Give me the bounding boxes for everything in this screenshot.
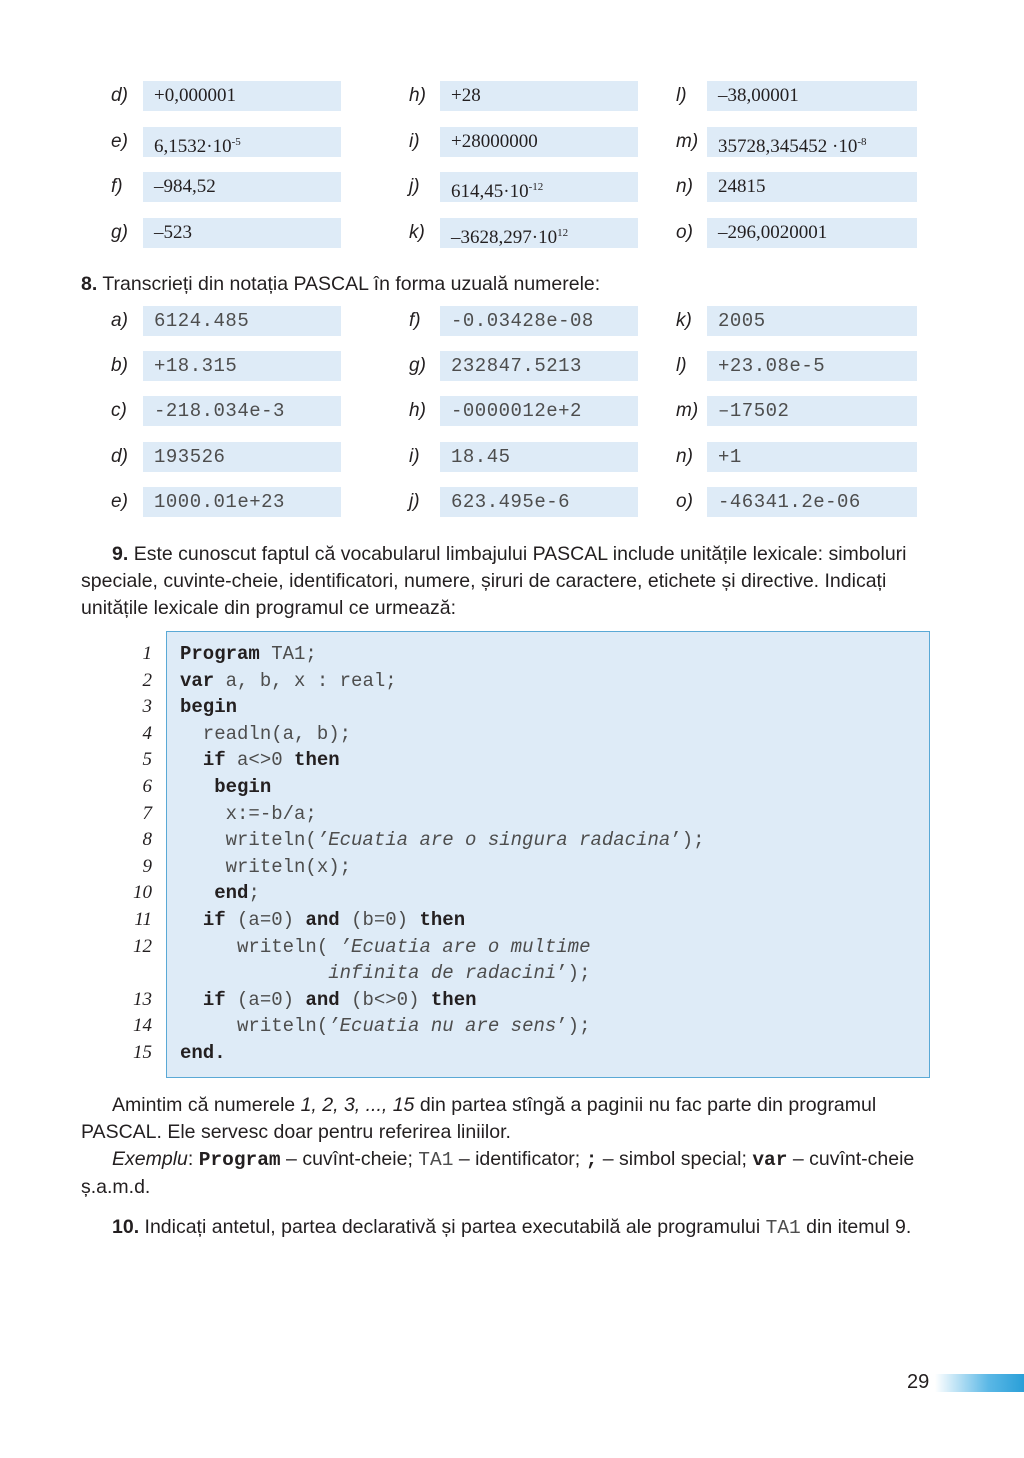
code-line-number: 7 (142, 802, 152, 824)
item-label: c) (111, 400, 127, 422)
code-line (180, 747, 705, 774)
item-value: +0,000001 (154, 85, 236, 106)
exercise-10-text (81, 1214, 931, 1242)
item-label: f) (409, 310, 421, 331)
code-text: readln(a, b); (180, 722, 352, 745)
item-value: +28 (451, 85, 481, 106)
code-keyword: var (180, 669, 215, 692)
code-text: (b=0) (339, 908, 420, 931)
code-line (180, 641, 705, 668)
code-text (180, 776, 214, 798)
code-line (180, 1013, 705, 1040)
code-line-number: 8 (142, 829, 152, 851)
code-string: infinita de radacini (328, 962, 557, 985)
code-keyword: end. (180, 1041, 226, 1064)
example-text: – identificator; (453, 1148, 586, 1170)
code-line-number: 14 (133, 1015, 152, 1037)
code-text (180, 962, 328, 984)
item-value: -0.03428e-08 (451, 310, 594, 332)
item-value-box (707, 442, 917, 472)
code-keyword: begin (214, 775, 272, 798)
code-keyword: if (202, 908, 226, 931)
code-text: writeln( (180, 935, 340, 958)
code-text (180, 882, 214, 904)
code-keyword: then (419, 908, 466, 931)
exercise-number: 8. (81, 273, 98, 295)
table-cell (0, 487, 1024, 519)
note-paragraph (81, 1092, 931, 1146)
code-line (180, 880, 705, 907)
code-line-number: 10 (133, 882, 152, 904)
item-label: j) (409, 490, 420, 512)
code-text: (a=0) (225, 908, 306, 931)
item-label: d) (111, 445, 128, 467)
code-line (180, 668, 705, 695)
code-line-number: 6 (142, 775, 152, 797)
item-value: –296,0020001 (718, 221, 828, 243)
item-exponent: -5 (231, 135, 241, 148)
code-line (180, 934, 705, 961)
code-text: x:=-b/a; (180, 802, 317, 825)
item-label: o) (676, 221, 693, 243)
code-line (180, 801, 705, 828)
code-keyword: then (294, 749, 340, 772)
page-number-bar (935, 1374, 1024, 1392)
item-exponent: 12 (557, 226, 569, 239)
code-keyword: and (305, 988, 340, 1011)
item-value: +28000000 (451, 130, 538, 152)
item-value: –38,00001 (718, 85, 799, 106)
code-line (180, 907, 705, 934)
exercise-text: Transcrieți din notația PASCAL în forma uzuală numerele: (102, 273, 601, 295)
code-line-number: 9 (142, 855, 152, 877)
code-keyword: if (202, 988, 226, 1011)
code-text: writeln(x); (180, 855, 352, 878)
code-line-number: 4 (142, 722, 152, 744)
exercise-text: Este cunoscut faptul că vocabularul limbajului PASCAL include unitățile lexicale: simboluri speciale, cuvinte-cheie, identificatori, numere, șiruri de caractere, etichete și directive. Indicați unitățile lexicale din programul ce urmează: (81, 543, 907, 619)
code-text: (a=0) (225, 988, 306, 1011)
item-label: i) (409, 445, 420, 467)
page-number: 29 (907, 1371, 930, 1393)
code-line-number: 2 (142, 669, 152, 691)
item-value: 6124.485 (154, 310, 250, 332)
item-value: –523 (154, 221, 192, 243)
item-label: l) (676, 85, 687, 106)
code-text (180, 749, 203, 771)
code-text: ’); (556, 1015, 591, 1038)
program-name: TA1 (765, 1217, 801, 1239)
code-keyword: then (430, 988, 477, 1011)
table-cell (0, 218, 1024, 250)
example-keyword: var (752, 1149, 788, 1171)
item-value-box (707, 81, 917, 111)
code-text: a<>0 (225, 749, 295, 772)
item-value: –984,52 (154, 176, 216, 197)
table-cell (0, 442, 1024, 474)
item-value-box (707, 172, 917, 202)
code-text: writeln( (180, 829, 317, 852)
item-value: -0000012e+2 (451, 400, 582, 423)
code-line-number (110, 960, 152, 987)
item-label: g) (409, 355, 426, 377)
table-cell (0, 81, 1024, 113)
item-exponent: -12 (528, 181, 544, 193)
table-cell (0, 396, 1024, 428)
code-keyword: end (214, 882, 249, 905)
item-value: 232847.5213 (451, 355, 582, 378)
code-text: (b<>0) (339, 988, 431, 1011)
note-text: din partea stîngă a paginii nu fac parte din programul PASCAL. Ele servesc doar pentru referirea liniilor. (81, 1094, 877, 1143)
item-label: j) (409, 176, 420, 197)
table-cell (0, 172, 1024, 204)
item-label: o) (676, 490, 693, 512)
item-value: 6,1532·10 (154, 135, 232, 157)
table-cell (0, 127, 1024, 159)
item-label: k) (409, 221, 425, 243)
item-value-box (707, 487, 917, 517)
item-value: +1 (718, 445, 742, 468)
code-string: ’Ecuatia nu are sens (328, 1015, 557, 1038)
code-line-number: 1 (142, 643, 152, 664)
code-line (180, 774, 705, 801)
code-text: TA1; (259, 643, 317, 665)
item-value: 1000.01e+23 (154, 490, 285, 513)
example-symbol: ; (585, 1149, 598, 1171)
code-keyword: and (305, 908, 340, 931)
example-text: – cuvînt-cheie; (280, 1148, 419, 1170)
item-label: e) (111, 490, 128, 512)
item-label: e) (111, 130, 128, 152)
exercise-8-prompt (81, 271, 931, 298)
code-string: ’Ecuatia are o multime (339, 935, 591, 958)
item-value: 2005 (718, 310, 766, 332)
code-text: ; (248, 882, 260, 905)
code-line-number: 13 (133, 988, 152, 1010)
item-value-box (707, 218, 917, 248)
code-line-number: 3 (142, 696, 152, 718)
item-value: –17502 (718, 400, 790, 423)
example-identifier: TA1 (418, 1149, 454, 1171)
item-value-box (707, 351, 917, 381)
example-paragraph (81, 1146, 931, 1201)
code-line (180, 987, 705, 1014)
exercise-text: din itemul 9. (800, 1216, 912, 1238)
item-value-box (707, 396, 917, 426)
item-value-box (707, 306, 917, 336)
code-line (180, 1040, 705, 1067)
code-line-number: 12 (133, 935, 152, 957)
code-line-number: 15 (133, 1041, 152, 1063)
example-keyword: Program (198, 1149, 281, 1171)
code-text: writeln( (180, 1015, 329, 1038)
code-line-number: 5 (142, 749, 152, 771)
code-text: ’); (670, 829, 705, 852)
exercise-number: 9. (112, 543, 129, 565)
item-value: +23.08e-5 (718, 355, 826, 378)
item-value: –3628,297·10 (451, 226, 558, 248)
item-value: 614,45·10 (451, 181, 529, 202)
item-label: f) (111, 176, 123, 197)
code-listing (180, 641, 705, 1067)
item-label: n) (676, 176, 693, 197)
table-cell (0, 351, 1024, 383)
code-line-number: 11 (134, 908, 152, 930)
item-label: b) (111, 355, 128, 377)
code-line (180, 827, 705, 854)
item-label: d) (111, 85, 128, 106)
item-value: -46341.2e-06 (718, 490, 861, 513)
item-label: i) (409, 130, 420, 152)
table-cell (0, 306, 1024, 338)
example-label: Exemplu (112, 1148, 188, 1170)
item-label: g) (111, 221, 128, 243)
item-value: 18.45 (451, 445, 511, 468)
code-line (180, 694, 705, 721)
code-string: ’Ecuatia are o singura radacina (316, 829, 671, 852)
note-italic: 1, 2, 3, ..., 15 (300, 1094, 415, 1116)
item-value: -218.034e-3 (154, 400, 285, 423)
item-value: 193526 (154, 445, 226, 468)
code-line (180, 960, 705, 987)
code-line (180, 854, 705, 881)
item-label: m) (676, 130, 699, 152)
note-text: Amintim că numerele (112, 1094, 301, 1116)
example-colon: : (187, 1148, 199, 1170)
item-label: l) (676, 355, 687, 377)
code-text (180, 909, 203, 931)
code-text: a, b, x : real; (214, 669, 397, 692)
item-value-box (707, 127, 917, 157)
item-exponent: -8 (857, 135, 867, 148)
exercise-number: 10. (112, 1216, 140, 1238)
item-value: 24815 (718, 176, 766, 197)
item-label: h) (409, 85, 426, 106)
item-label: n) (676, 445, 693, 467)
exercise-text: Indicați antetul, partea declarativă și partea executabilă ale programului (139, 1216, 766, 1238)
code-keyword: if (202, 749, 226, 772)
code-text (180, 989, 203, 1011)
item-value: 35728,345452 ·10 (718, 135, 858, 157)
item-label: m) (676, 400, 699, 422)
item-value: 623.495e-6 (451, 490, 571, 513)
item-label: a) (111, 310, 128, 331)
code-keyword: Program (180, 643, 260, 665)
code-line-numbers (110, 641, 152, 1067)
example-text: – simbol special; (597, 1148, 753, 1170)
code-line (180, 721, 705, 748)
code-keyword: begin (180, 696, 238, 719)
item-label: h) (409, 400, 426, 422)
item-label: k) (676, 310, 692, 331)
example-text: – cuvînt-cheie ș.a.m.d. (81, 1148, 915, 1198)
item-value: +18.315 (154, 355, 238, 378)
code-text: ’); (556, 962, 591, 985)
exercise-9-text (81, 541, 931, 622)
